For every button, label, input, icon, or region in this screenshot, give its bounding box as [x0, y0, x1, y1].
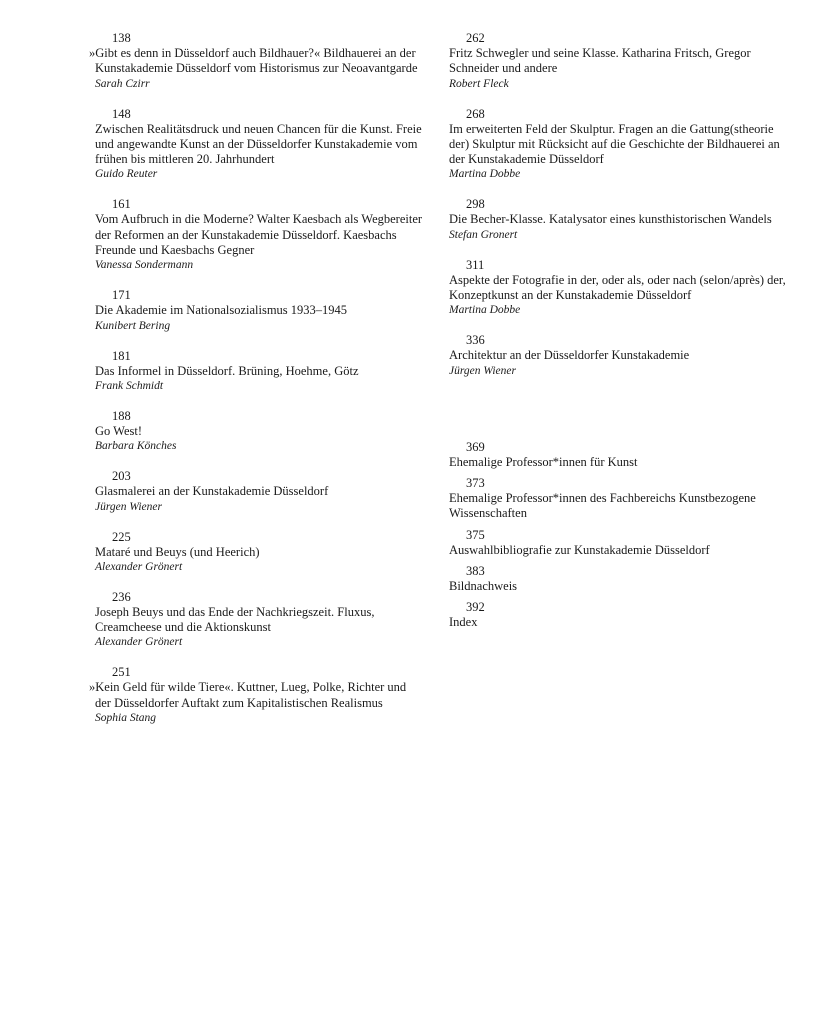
toc-entry — [449, 258, 789, 319]
toc-author: Alexander Grönert — [95, 636, 183, 649]
toc-author: Jürgen Wiener — [95, 500, 162, 513]
toc-page-number: 268 — [466, 106, 485, 121]
toc-author: Guido Reuter — [95, 168, 158, 181]
toc-appendix-entry — [449, 564, 789, 594]
toc-title: Aspekte der Fotografie in der, oder als, oder nach (selon/après) der, Konzeptkunst an der Kunstakademie Düsseldorf — [449, 272, 786, 303]
toc-author: Sophia Stang — [95, 712, 157, 725]
toc-author: Barbara Könches — [95, 440, 177, 453]
toc-page-number: 203 — [112, 469, 131, 484]
toc-author: Sarah Czirr — [95, 77, 150, 90]
toc-page-number: 171 — [112, 288, 131, 303]
toc-page-number: 251 — [112, 665, 131, 680]
toc-appendix-entry — [449, 528, 789, 558]
toc-title: Die Akademie im Nationalsozialismus 1933–1945 — [95, 303, 348, 318]
toc-page-number: 383 — [466, 563, 485, 578]
section-spacer — [449, 394, 789, 440]
toc-page-number: 138 — [112, 31, 131, 45]
toc-author: Vanessa Sondermann — [95, 259, 194, 272]
toc-title: Ehemalige Professor*innen für Kunst — [449, 454, 638, 469]
toc-entry — [95, 409, 425, 454]
toc-title: Im erweiterten Feld der Skulptur. Fragen an die Gattung(stheorie der) Skulptur mit Rücksicht auf die Geschichte der Bildhauerei an der Kunstakademie Düsseldorf — [449, 121, 780, 167]
toc-title: »Kein Geld für wilde Tiere«. Kuttner, Lueg, Polke, Richter und der Düsseldorfer Auftakt zum Kapitalistischen Realismus — [89, 680, 407, 710]
toc-entry — [449, 31, 789, 92]
toc-entry — [89, 665, 425, 726]
toc-entry — [89, 31, 425, 92]
toc-author: Robert Fleck — [449, 77, 509, 90]
toc-title: Auswahlbibliografie zur Kunstakademie Düsseldorf — [449, 542, 710, 557]
toc-entry — [95, 349, 425, 394]
toc-title: Go West! — [95, 423, 143, 438]
toc-page-number: 188 — [112, 408, 131, 423]
toc-page-number: 161 — [112, 197, 131, 212]
toc-column-right — [449, 31, 789, 636]
toc-page-number: 373 — [466, 475, 485, 490]
toc-title: Bildnachweis — [449, 578, 518, 593]
toc-page-number: 181 — [112, 348, 131, 363]
toc-title: »Gibt es denn in Düsseldorf auch Bildhauer?« Bildhauerei an der Kunstakademie Düsseldorf vom Historismus zur Neoavantgarde — [89, 46, 418, 76]
toc-author: Martina Dobbe — [449, 168, 521, 181]
toc-author: Jürgen Wiener — [449, 364, 516, 377]
toc-appendix-entry — [449, 600, 789, 630]
toc-appendix-entry — [449, 440, 789, 470]
toc-entry — [95, 469, 425, 514]
toc-title: Joseph Beuys und das Ende der Nachkriegszeit. Fluxus, Creamcheese und die Aktionskunst — [95, 604, 375, 635]
toc-title: Glasmalerei an der Kunstakademie Düsseldorf — [95, 484, 329, 499]
toc-column-left — [89, 31, 425, 741]
toc-title: Zwischen Realitätsdruck und neuen Chancen für die Kunst. Freie und angewandte Kunst an der Düsseldorfer Kunstakademie vom frühen bis mittleren 20. Jahrhundert — [95, 121, 422, 167]
toc-title: Die Becher-Klasse. Katalysator eines kunsthistorischen Wandels — [449, 212, 772, 227]
toc-title: Index — [449, 615, 478, 630]
toc-title: Das Informel in Düsseldorf. Brüning, Hoehme, Götz — [95, 363, 359, 378]
toc-title: Fritz Schwegler und seine Klasse. Katharina Fritsch, Gregor Schneider und andere — [449, 46, 751, 76]
toc-page-number: 236 — [112, 589, 131, 604]
toc-entry — [95, 197, 425, 273]
toc-page-number: 298 — [466, 197, 485, 212]
toc-page-number: 225 — [112, 529, 131, 544]
toc-entry — [449, 333, 789, 378]
toc-entry — [95, 288, 425, 333]
toc-page-number: 311 — [466, 257, 485, 272]
toc-entry — [95, 530, 425, 575]
toc-title: Ehemalige Professor*innen des Fachbereichs Kunstbezogene Wissenschaften — [449, 490, 756, 521]
toc-entry — [449, 107, 789, 183]
toc-title: Vom Aufbruch in die Moderne? Walter Kaesbach als Wegbereiter der Reformen an der Kunstakademie Düsseldorf. Kaesbachs Freunde und Kaesbachs Gegner — [95, 212, 423, 258]
toc-author: Frank Schmidt — [95, 379, 164, 392]
toc-page-number: 262 — [466, 31, 485, 45]
toc-entry — [449, 197, 789, 242]
toc-page-number: 375 — [466, 527, 485, 542]
toc-page-number: 148 — [112, 106, 131, 121]
toc-appendix-entry — [449, 476, 789, 522]
toc-entry — [95, 590, 425, 651]
toc-page-number: 336 — [466, 333, 485, 348]
toc-author: Stefan Gronert — [449, 228, 518, 241]
toc-author: Alexander Grönert — [95, 560, 183, 573]
toc-author: Martina Dobbe — [449, 304, 521, 317]
toc-entry — [95, 107, 425, 183]
toc-page-number: 369 — [466, 439, 485, 454]
toc-author: Kunibert Bering — [95, 319, 171, 332]
toc-page-number: 392 — [466, 600, 485, 615]
toc-title: Mataré und Beuys (und Heerich) — [95, 544, 260, 559]
toc-title: Architektur an der Düsseldorfer Kunstakademie — [449, 348, 690, 363]
